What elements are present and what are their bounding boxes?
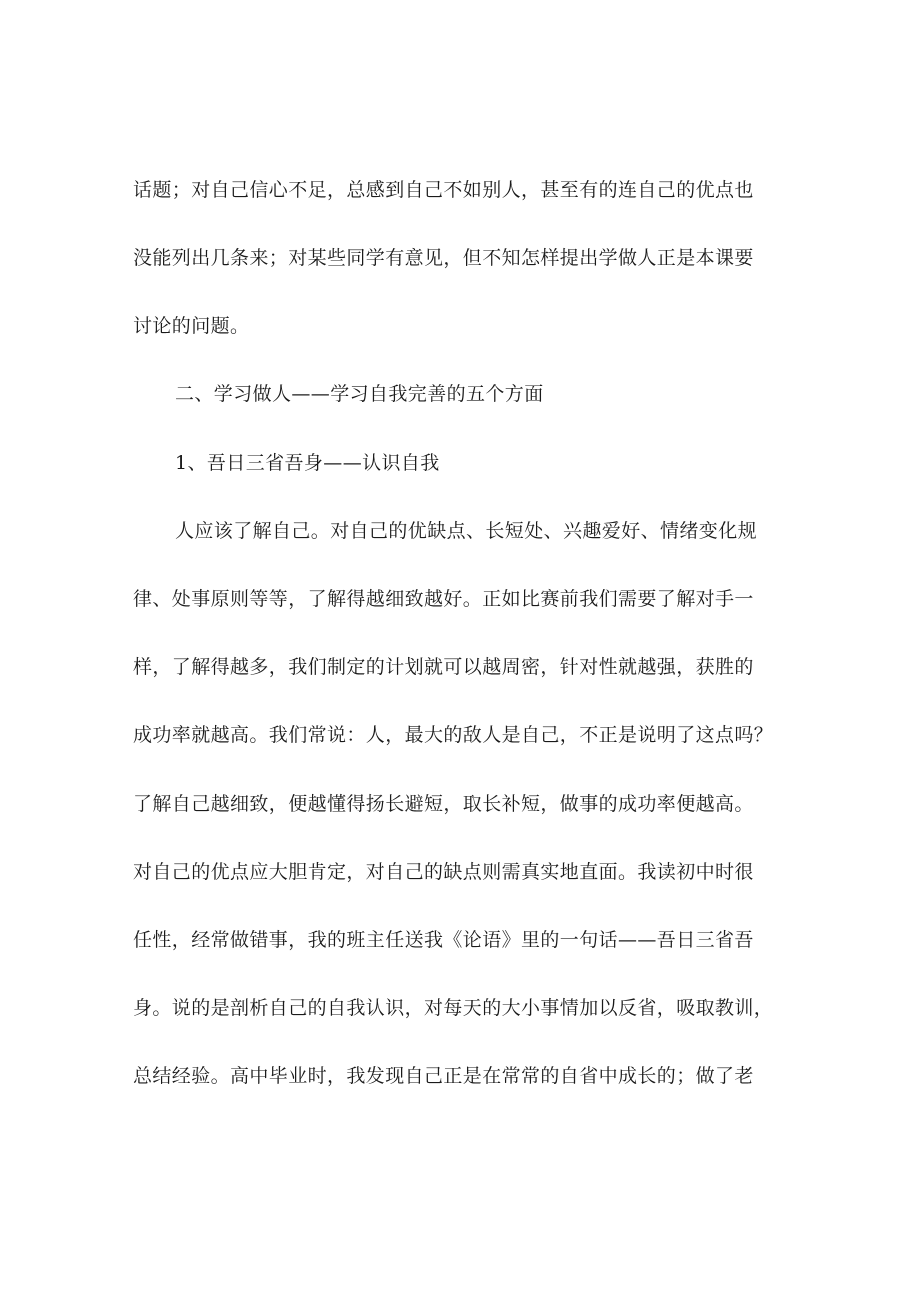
text-line-8: 样，了解得越多，我们制定的计划就可以越周密，针对性就越强，获胜的	[133, 656, 754, 678]
text-line-1: 话题；对自己信心不足，总感到自己不如别人，甚至有的连自己的优点也	[133, 179, 754, 201]
text-line-11: 对自己的优点应大胆肯定，对自己的缺点则需真实地直面。我读初中时很	[133, 861, 754, 883]
section-heading: 二、学习做人——学习自我完善的五个方面	[175, 383, 544, 405]
text-line-3: 讨论的问题。	[133, 315, 250, 337]
text-line-7: 律、处事原则等等，了解得越细致越好。正如比赛前我们需要了解对手一	[133, 588, 754, 610]
text-line-13: 身。说的是剖析自己的自我认识，对每天的大小事情加以反省，吸取教训，	[133, 997, 774, 1019]
text-line-2: 没能列出几条来；对某些同学有意见，但不知怎样提出学做人正是本课要	[133, 247, 754, 269]
text-line-12: 任性，经常做错事，我的班主任送我《论语》里的一句话——吾日三省吾	[133, 929, 754, 951]
text-line-10: 了解自己越细致，便越懂得扬长避短，取长补短，做事的成功率便越高。	[133, 793, 754, 815]
subsection-heading: 1、吾日三省吾身——认识自我	[175, 452, 440, 474]
text-line-9: 成功率就越高。我们常说：人，最大的敌人是自己，不正是说明了这点吗？	[133, 724, 774, 746]
text-line-14: 总结经验。高中毕业时，我发现自己正是在常常的自省中成长的；做了老	[133, 1065, 754, 1087]
text-line-6: 人应该了解自己。对自己的优缺点、长短处、兴趣爱好、情绪变化规	[175, 520, 758, 542]
